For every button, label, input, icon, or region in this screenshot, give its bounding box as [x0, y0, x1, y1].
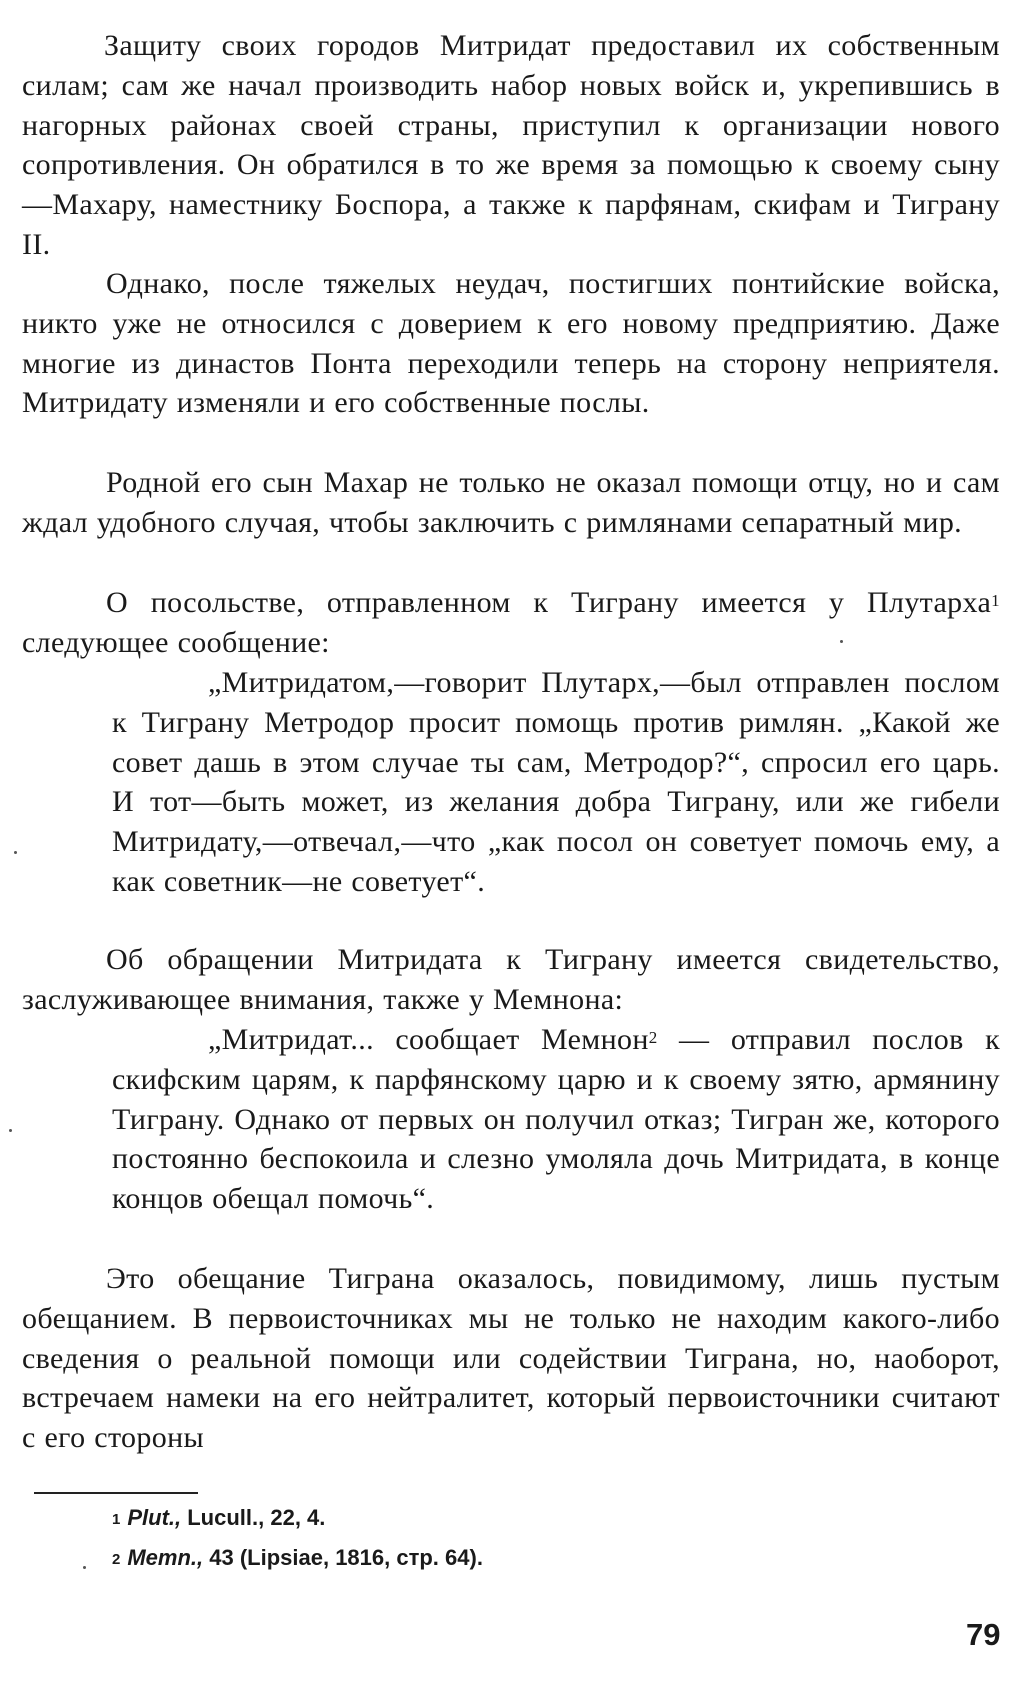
paragraph-4-text: О посольстве, отправленном к Тиграну имеется у Плутарха: [106, 586, 992, 619]
footnote-ref-1[interactable]: 1: [991, 591, 1000, 610]
paragraph-6: Это обещание Тиграна оказалось, повидимому, лишь пустым обещанием. В первоисточниках мы не только не находим какого-либо сведения о реальной помощи или содействии Тиграна, но, наоборот, встречаем намеки на его нейтралитет, который первоисточники считают с его стороны: [22, 1262, 1000, 1455]
scan-speck: [9, 1129, 12, 1132]
quote-plutarch: „Митридатом,—говорит Плутарх,—был отправлен послом к Тиграну Метродор просит помощь против римлян. „Какой же совет дашь в этом случае ты сам, Метродор?“, спросил его царь. И тот—быть может, из желания добра Тиграну, или же гибели Митридату,—отвечал,—что „как посол он советует помочь ему, а как советник—не советует“.: [112, 666, 1000, 898]
paragraph-4-text-end: следующее сообщение:: [22, 625, 330, 659]
paragraph-5: Об обращении Митридата к Тиграну имеется свидетельство, заслуживающее внимания, также у Мемнона:: [22, 943, 1000, 1016]
paragraph-4: [22, 583, 1000, 663]
footnote-2-number: 2: [112, 1551, 121, 1568]
paragraph-2: Однако, после тяжелых неудач, постигших понтийские войска, никто уже не относился с доверием к его новому предприятию. Даже многие из династов Понта переходили теперь на сторону неприятеля. Митридату изменяли и его собственные послы.: [22, 267, 1000, 420]
footnote-ref-2[interactable]: 2: [648, 1028, 658, 1047]
footnote-2: [112, 1543, 483, 1573]
scan-speck: [83, 1566, 86, 1569]
paragraph-1: Защиту своих городов Митридат предоставил их собственным силам; сам же начал производить набор новых войск и, укрепившись в нагорных районах своей страны, приступил к организации нового сопротивления. Он обратился в то же время за помощью к своему сыну—Махару, наместнику Боспора, а также к парфянам, скифам и Тиграну II.: [22, 29, 1000, 261]
footnote-1-author: Plut.,: [127, 1505, 182, 1530]
footnote-2-author: Memn.,: [127, 1545, 204, 1570]
footnote-1: [112, 1503, 325, 1533]
footnote-1-text: Lucull., 22, 4.: [181, 1505, 326, 1530]
scan-speck: [840, 640, 843, 643]
page-number: 79: [966, 1617, 1001, 1652]
scan-speck: [14, 851, 17, 854]
footnote-1-number: 1: [112, 1511, 121, 1528]
footnote-2-text: 43 (Lipsiae, 1816, стр. 64).: [203, 1545, 483, 1570]
paragraph-3: Родной его сын Махар не только не оказал помощи отцу, но и сам ждал удобного случая, чтобы заключить с римлянами сепаратный мир.: [22, 466, 1000, 539]
footnote-divider: [34, 1492, 198, 1494]
quote-memnon-text: „Митридат... сообщает Мемнон: [208, 1023, 649, 1056]
quote-memnon-text-end: — отправил послов к скифским царям, к парфянскому царю и к своему зятю, армянину Тиграну. Однако от первых он получил отказ; Тигран же, которого постоянно беспокоила и слезно умоляла дочь Митридата, в конце концов обещал помочь“.: [112, 1023, 1000, 1216]
quote-memnon: [112, 1020, 1000, 1219]
